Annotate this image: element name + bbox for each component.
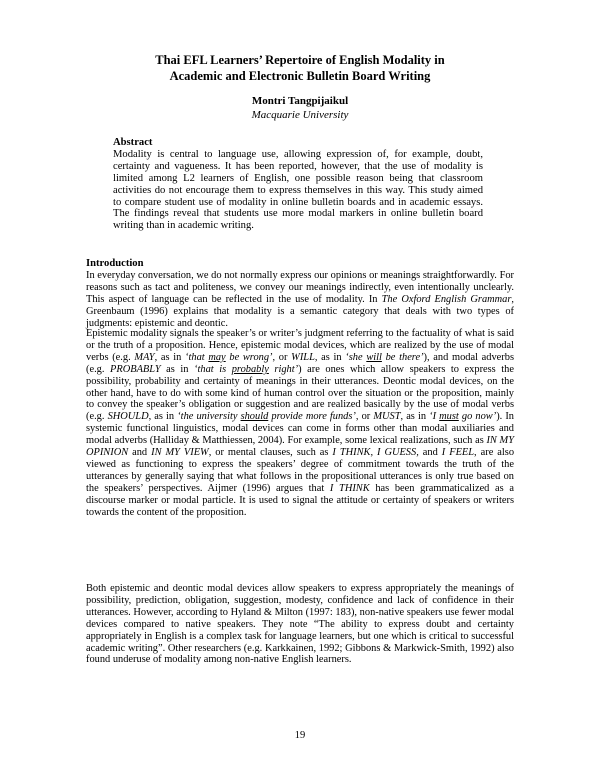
example-quote: ‘that is probably right’ [194,363,299,375]
text-span: , or [355,411,374,423]
modal-term: I THINK [329,482,370,494]
text-span: , as in [148,411,178,423]
title-line-1: Thai EFL Learners’ Repertoire of English Modality in [155,53,445,67]
text-span: ), and modal adverbs (e.g. [86,351,514,375]
underlined-modal: must [439,411,459,423]
modal-term: PROBABLY [110,363,161,375]
modal-term: I THINK, I GUESS, [332,447,419,459]
modal-term: MUST [373,411,401,423]
book-title: The Oxford English Grammar [381,293,512,305]
modal-term: MAY [134,351,155,363]
author-affiliation: Macquarie University [251,109,349,121]
text-span: and [418,447,442,459]
example-quote: ‘the university should provide more funds’ [177,411,356,423]
underlined-modal: probably [231,363,269,375]
paragraph-1 [86,270,514,330]
paper-title [0,52,600,84]
text-span: , or mental clauses, such as [208,447,333,459]
text-span: ). In systemic functional linguistics, modal devices can come in forms other than modal auxiliaries and modal adverbs (Halliday & Matthiessen, 2004). For example, some lexical realizations, such as [86,411,515,447]
page-number: 19 [294,730,306,741]
underlined-modal: should [240,411,269,423]
abstract-heading: Abstract [113,137,153,148]
title-line-2: Academic and Electronic Bulletin Board Writing [169,69,431,83]
text-span: Epistemic modality signals the speaker’s or writer’s judgment referring to the factuality of what is said or the truth of a proposition. Hence, epistemic modal devices, which are realized by the use of modal verbs (e.g. [86,328,514,363]
paragraph-2 [86,328,514,519]
text-span: In everyday conversation, we do not normally express our opinions or meanings straightforwardly. For reasons such as tact and politeness, we convey our meanings indirectly, even intentionally unclearly. This aspect of language can be reflected in the use of modality. In [86,270,514,305]
example-quote: ‘I must go now’ [429,411,497,423]
abstract [113,137,483,232]
text-span: , as in [400,411,430,423]
text-span: , as in [154,351,186,363]
modal-term: SHOULD [107,411,149,423]
underlined-modal: will [366,351,382,363]
author-name: Montri Tangpijaikul [251,95,349,107]
text-span: ) are ones which allow speakers to express the possibility, probability and certainty of meanings in their utterances. Deontic modal devices, on the other hand, have to do with some kind of human control over the situation or the proposition, mainly to convey the speaker’s obligation or suggestion and are realized basically by the use of modal verbs (e.g. [86,363,514,423]
underlined-modal: may [208,351,226,363]
modal-term: IN MY OPINION [86,435,514,459]
modal-term: IN MY VIEW [151,447,209,459]
abstract-text: Modality is central to language use, allowing expression of, for example, doubt, certainty and vagueness. It has been reported, however, that the use of modality is limited among L2 learners of English, one possible reason being that classroom activities do not encourage them to express themselves in this way. This study aimed to compare student use of modality in online bulletin boards and in academic essays. The findings reveal that students use more modal markers in online bulletin board writing than in academic writing. [113,148,483,232]
text-span: , Greenbaum (1996) explains that modality is a semantic category that deals with two types of judgments: epistemic and deontic. [86,293,514,329]
example-quote: ‘that may be wrong’ [185,351,273,363]
paragraph-3: Both epistemic and deontic modal devices allow speakers to express appropriately the meanings of possibility, prediction, obligation, suggestion, modesty, confidence and lack of confidence in their utterances. However, according to Hyland & Milton (1997: 183), non-native speakers use fewer modal devices compared to native speakers. They note “The ability to express doubt and certainty appropriately in English is a complex task for language learners, but one which is critical to successful academic writing”. Other researchers (e.g. Karkkainen, 1992; Gibbons & Markwick-Smith, 1992) also found underuse of modality among non-native English learners. [86,583,514,666]
example-quote: ‘she will be there’ [345,351,424,363]
text-span: , are also viewed as functioning to express the speakers’ degree of commitment towards the truth of the utterances by generally saying that what follows in the propositional utterances is only true based on the speakers’ perspectives. Aijmer (1996) argues that [86,447,515,494]
text-span: , as in [314,351,346,363]
modal-term: I FEEL [441,447,475,459]
introduction-heading: Introduction [86,258,144,269]
text-span: and [128,447,152,459]
author-block [0,94,600,122]
text-span: has been grammaticalized as a discourse marker or modal particle. It is used to signal the attitude or certainty of speakers or writers towards the content of the proposition. [86,482,514,518]
text-span: , or [272,351,292,363]
text-span: as in [160,363,195,375]
modal-term: WILL [291,351,315,363]
